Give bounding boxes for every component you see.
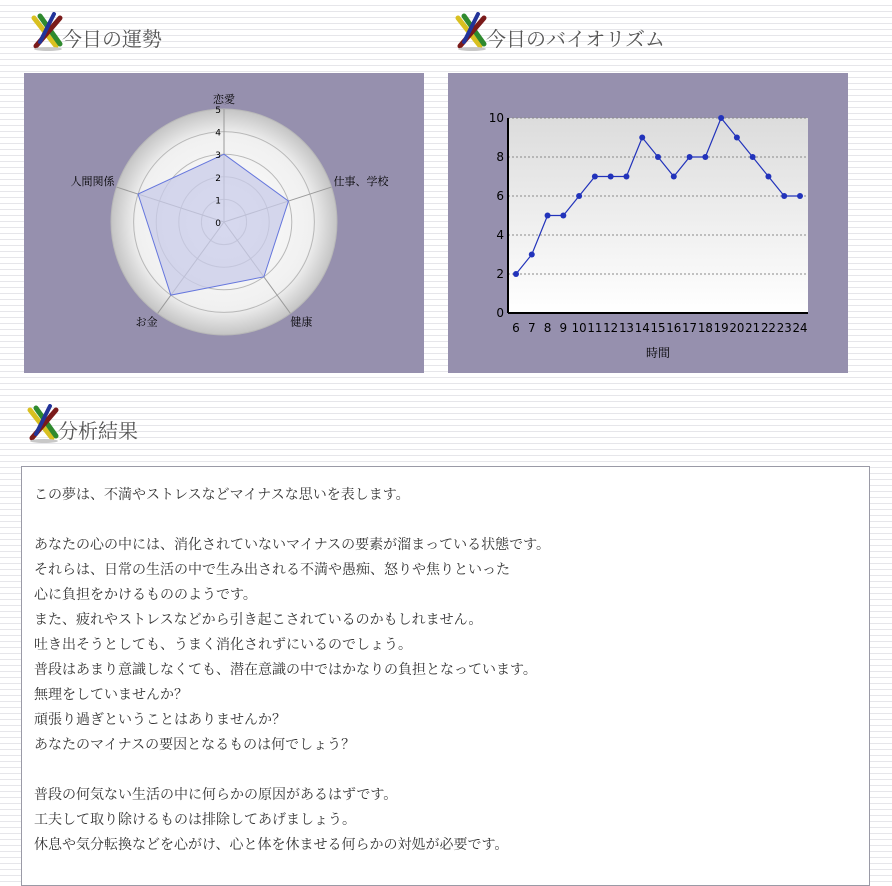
analysis-line: 吐き出そうとしても、うまく消化されずにいるのでしょう。 [34, 637, 412, 653]
biorhythm-section-title [454, 12, 665, 52]
data-point [655, 154, 661, 160]
data-point [781, 193, 787, 199]
pencil-icon [454, 12, 490, 52]
data-point [797, 193, 803, 199]
biorhythm-title: 今日のバイオリズム [486, 27, 665, 51]
analysis-line: 頑張り過ぎということはありませんか？ [34, 712, 286, 728]
x-tick-label: 9 [559, 321, 568, 335]
data-point [702, 154, 708, 160]
analysis-section-title [26, 404, 138, 444]
analysis-title: 分析結果 [58, 419, 138, 443]
analysis-line: 普段はあまり意識しなくても、潜在意識の中ではかなりの負担となっています。 [34, 662, 537, 678]
y-tick-label: 8 [496, 150, 504, 164]
radar-r-tick-label: 2 [215, 173, 221, 184]
analysis-line: あなたのマイナスの要因となるものは何でしょう？ [34, 737, 356, 753]
x-tick-label: 14 [634, 321, 650, 335]
fortune-radar-chart [24, 73, 424, 373]
data-point [639, 135, 645, 141]
fortune-title: 今日の運勢 [62, 27, 162, 51]
x-tick-label: 11 [587, 321, 603, 335]
x-tick-label: 15 [650, 321, 666, 335]
radar-r-tick-label: 1 [215, 196, 221, 207]
radar-category-label: お金 [135, 315, 158, 329]
radar-category-label: 健康 [290, 315, 313, 329]
data-point [513, 271, 519, 277]
data-point [608, 174, 614, 180]
radar-r-tick-label: 0 [215, 219, 221, 229]
analysis-line: この夢は、不満やストレスなどマイナスな思いを表します。 [34, 487, 410, 503]
analysis-line: また、疲れやストレスなどから引き起こされているのかもしれません。 [34, 612, 483, 628]
data-point [576, 193, 582, 199]
data-point [592, 174, 598, 180]
analysis-line: 心に負担をかけるもののようです。 [34, 587, 257, 603]
analysis-line: 休息や気分転換などを心がけ、心と体を休ませる何らかの対処が必要です。 [34, 837, 509, 853]
x-tick-label: 6 [512, 321, 520, 335]
data-point [718, 115, 724, 121]
data-point [734, 135, 740, 141]
analysis-line [34, 758, 869, 783]
radar-r-tick-label: 4 [215, 128, 221, 139]
biorhythm-line-chart [448, 73, 848, 373]
x-axis-label: 時間 [645, 346, 671, 360]
x-tick-label: 21 [745, 321, 761, 335]
x-tick-label: 23 [776, 321, 792, 335]
x-tick-label: 24 [792, 321, 808, 335]
analysis-line: 普段の何気ない生活の中に何らかの原因があるはずです。 [34, 787, 398, 803]
radar-category-label: 恋愛 [213, 93, 235, 106]
data-point [560, 213, 566, 219]
pencil-icon [30, 12, 66, 52]
x-tick-label: 7 [527, 321, 536, 335]
x-tick-label: 13 [618, 321, 634, 335]
data-point [529, 252, 535, 258]
x-tick-label: 20 [729, 321, 745, 335]
x-tick-label: 22 [760, 321, 776, 335]
analysis-line [34, 508, 869, 533]
x-tick-label: 10 [571, 321, 587, 335]
radar-r-tick-label: 3 [215, 151, 221, 162]
radar-chart-svg [24, 73, 424, 373]
x-tick-label: 19 [713, 321, 729, 335]
x-tick-label: 18 [697, 321, 713, 335]
y-tick-label: 6 [496, 189, 504, 203]
analysis-line: 工夫して取り除けるものは排除してあげましょう。 [34, 812, 356, 828]
data-point [545, 213, 551, 219]
x-tick-label: 17 [682, 321, 698, 335]
x-tick-label: 16 [666, 321, 682, 335]
y-tick-label: 2 [496, 267, 504, 281]
radar-category-label: 人間関係 [70, 175, 115, 189]
data-point [623, 174, 629, 180]
y-tick-label: 4 [496, 228, 504, 242]
pencil-icon [26, 404, 62, 444]
data-point [750, 154, 756, 160]
radar-category-label: 仕事、学校 [333, 175, 389, 189]
x-tick-label: 12 [603, 321, 619, 335]
y-tick-label: 10 [488, 111, 504, 125]
analysis-line: それらは、日常の生活の中で生み出される不満や愚痴、怒りや焦りといった [34, 562, 510, 578]
y-tick-label: 0 [496, 306, 504, 320]
analysis-line: 無理をしていませんか？ [34, 687, 188, 703]
biorhythm-chart-svg [448, 73, 848, 373]
data-point [765, 174, 771, 180]
data-point [687, 154, 693, 160]
radar-r-tick-label: 5 [215, 106, 221, 116]
x-tick-label: 8 [543, 321, 552, 335]
analysis-line: あなたの心の中には、消化されていないマイナスの要素が溜まっている状態です。 [34, 537, 551, 553]
data-point [671, 174, 677, 180]
analysis-result-box [21, 466, 870, 886]
fortune-section-title [30, 12, 162, 52]
